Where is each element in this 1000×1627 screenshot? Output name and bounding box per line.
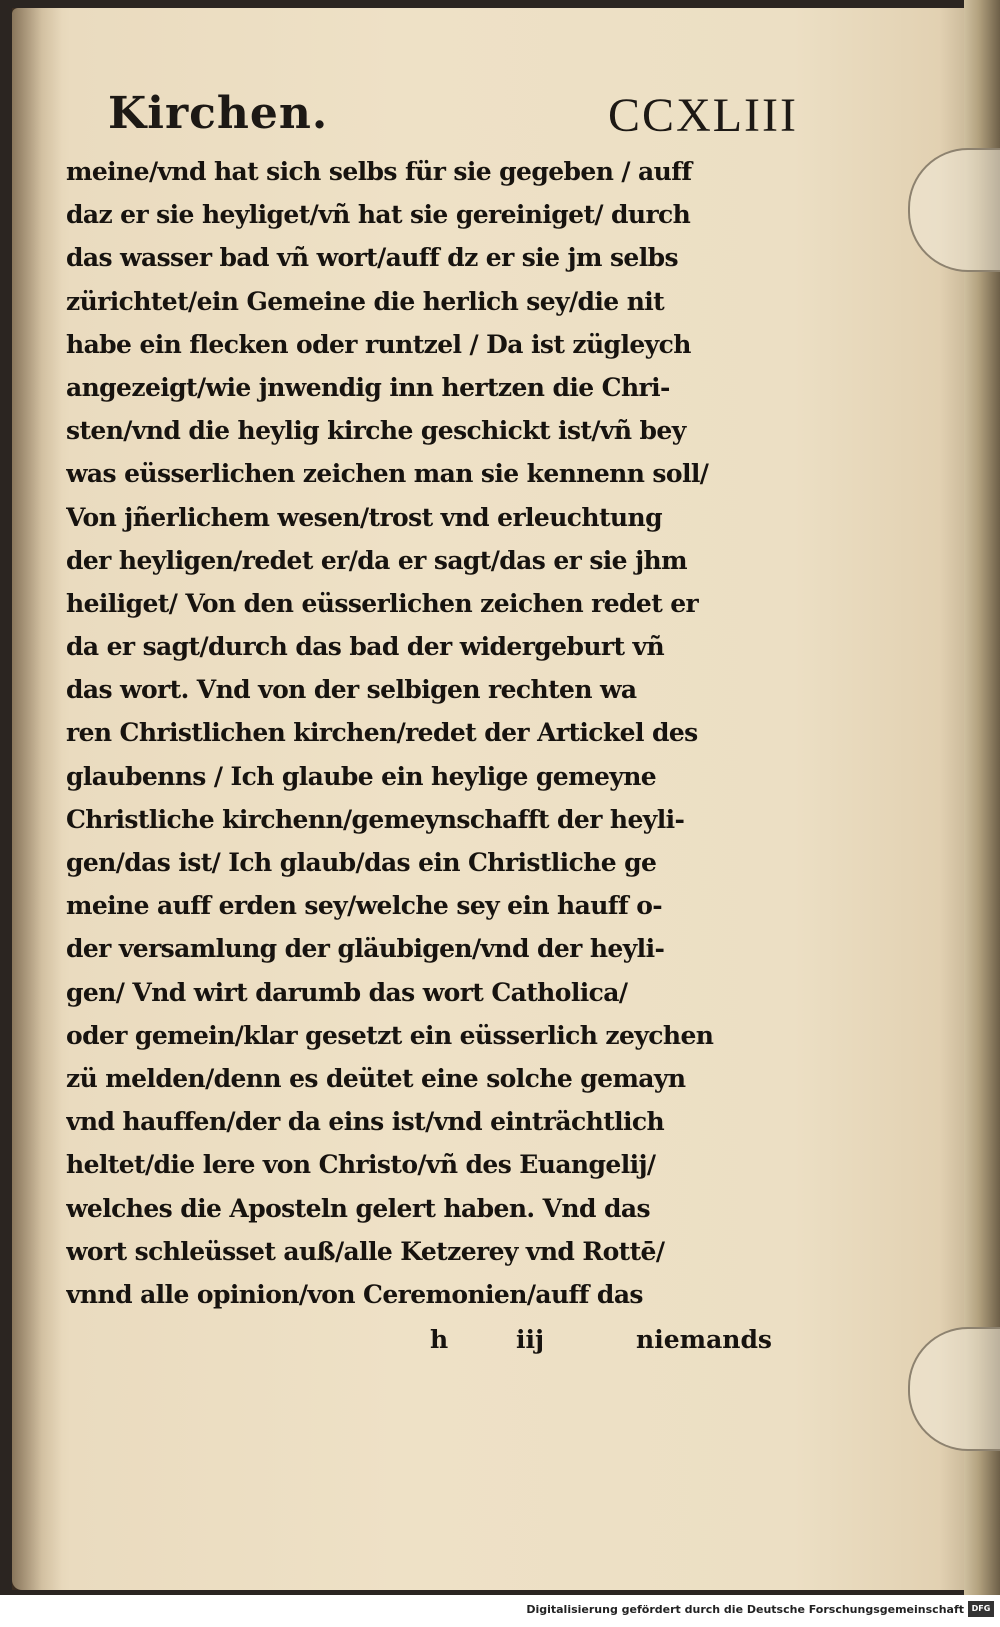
- text-line: Christliche kirchenn/gemeynschafft der heyli-: [66, 804, 685, 834]
- text-line: zü melden/denn es deütet eine solche gemayn: [66, 1063, 686, 1093]
- text-line: ren Christlichen kirchen/redet der Artickel des: [66, 718, 698, 748]
- text-line: zürichtet/ein Gemeine die herlich sey/die nit: [66, 286, 665, 316]
- catchword-line: [66, 1318, 772, 1362]
- text-line: was eüsserlichen zeichen man sie kennenn soll/: [66, 459, 709, 489]
- text-line: das wasser bad vñ wort/auff dz er sie jm selbs: [66, 243, 678, 273]
- text-block: [66, 150, 772, 1316]
- text-line: glaubenns / Ich glaube ein heylige gemeyne: [66, 761, 657, 791]
- text-line: wort schleüsset auß/alle Ketzerey vnd Rottē/: [66, 1236, 665, 1266]
- text-line: oder gemein/klar gesetzt ein eüsserlich zeychen: [66, 1020, 714, 1050]
- text-line: da er sagt/durch das bad der widergeburt vñ: [66, 632, 665, 662]
- text-line: heltet/die lere von Christo/vñ des Euangelij/: [66, 1150, 656, 1180]
- text-line: angezeigt/wie jnwendig inn hertzen die Chri-: [66, 372, 670, 402]
- text-line: meine/vnd hat sich selbs für sie gegeben / auff: [66, 157, 692, 186]
- text-line: habe ein flecken oder runtzel / Da ist zügleych: [66, 329, 691, 359]
- page-header: [108, 88, 798, 148]
- text-line: der versamlung der gläubigen/vnd der heyli-: [66, 934, 665, 964]
- running-head: Kirchen.: [108, 88, 329, 139]
- text-line: sten/vnd die heylig kirche geschickt ist/vñ bey: [66, 416, 686, 446]
- folio-number: CCXLIII: [608, 89, 798, 142]
- text-line: vnd hauffen/der da eins ist/vnd einträchtlich: [66, 1107, 665, 1137]
- text-line: daz er sie heyliget/vñ hat sie gereiniget/ durch: [66, 200, 691, 230]
- text-line: vnnd alle opinion/von Ceremonien/auff das: [66, 1279, 643, 1309]
- text-line: Von jñerlichem wesen/trost vnd erleuchtung: [66, 502, 662, 532]
- catchword: niemands: [636, 1325, 772, 1354]
- signature-mark: h: [430, 1325, 449, 1354]
- text-line: gen/ Vnd wirt darumb das wort Catholica/: [66, 977, 628, 1007]
- text-line: welches die Aposteln gelert haben. Vnd das: [66, 1193, 650, 1223]
- text-line: das wort. Vnd von der selbigen rechten wa: [66, 675, 637, 705]
- text-line: heiliget/ Von den eüsserlichen zeichen redet er: [66, 588, 699, 618]
- gutter-shadow: [12, 8, 62, 1590]
- text-line: gen/das ist/ Ich glaub/das ein Christliche ge: [66, 848, 657, 877]
- text-line: der heyligen/redet er/da er sagt/das er sie jhm: [66, 545, 687, 575]
- dfg-logo: DFG: [968, 1601, 994, 1617]
- signature-number: iij: [516, 1325, 545, 1354]
- digitization-footer: [0, 1595, 1000, 1627]
- text-line: meine auff erden sey/welche sey ein hauff o-: [66, 891, 663, 921]
- footer-credit: Digitalisierung gefördert durch die Deutsche Forschungsgemeinschaft: [526, 1603, 964, 1616]
